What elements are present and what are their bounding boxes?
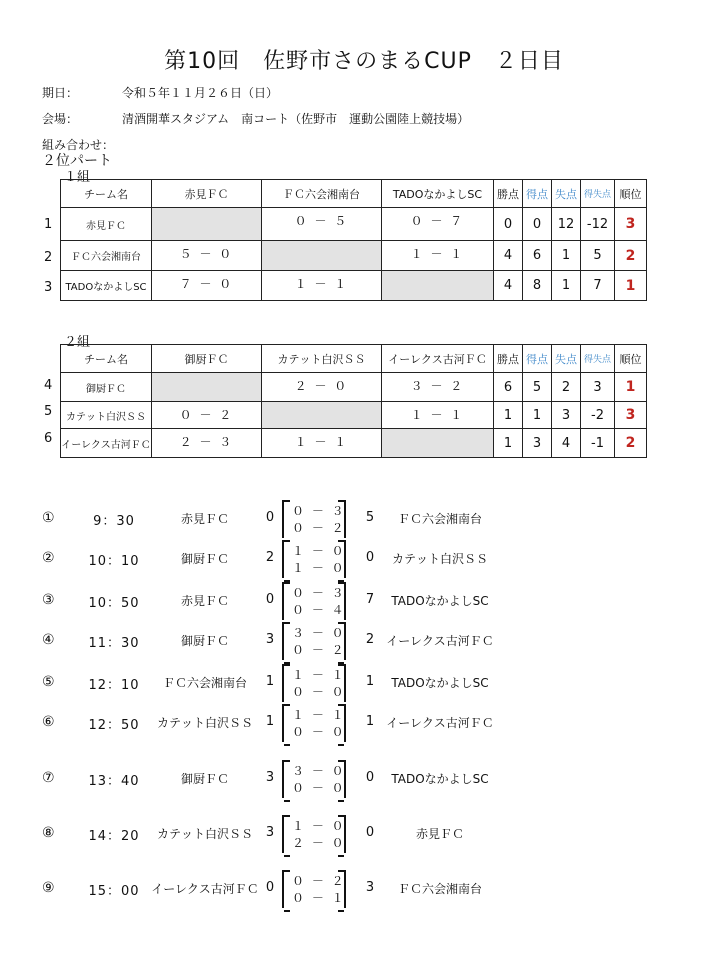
home-score: 1 (265, 714, 275, 729)
match-row (0, 704, 728, 744)
home-team: ＦＣ六会湘南台 (162, 676, 247, 690)
result-cell-self (262, 241, 382, 271)
group-1-table (60, 179, 647, 301)
home-team: イーレクス古河ＦＣ (151, 882, 259, 896)
second-half-score: ０ － ４ (292, 603, 346, 617)
first-half-score: ０ － ３ (292, 504, 346, 518)
away-team: イーレクス古河ＦＣ (386, 634, 494, 648)
home-score: 2 (265, 550, 275, 565)
combination-label: 組み合わせ： (42, 138, 115, 152)
second-half-score: ０ － ２ (292, 521, 346, 535)
group-1-label: １組 (64, 170, 91, 185)
first-half-score: １ － ０ (292, 819, 346, 833)
header-points: 勝点 (494, 345, 523, 373)
home-team: カテット白沢ＳＳ (156, 827, 253, 841)
away-team: TADOなかよしSC (391, 594, 489, 608)
table-row (61, 241, 647, 271)
goal-difference: -2 (581, 402, 615, 429)
result-cell: ５ － ０ (152, 241, 262, 271)
home-score: 0 (265, 510, 275, 525)
second-half-score: ２ － ０ (292, 836, 346, 850)
goals-against: 4 (552, 429, 581, 458)
away-score: 1 (365, 674, 375, 689)
goal-difference: 3 (581, 373, 615, 402)
match-number: ⑤ (42, 674, 55, 690)
table-header-row (61, 345, 647, 373)
match-row (0, 540, 728, 580)
part-label: ２位パート (42, 153, 112, 169)
date-label: 期日： (42, 86, 79, 100)
row-number: 3 (44, 280, 53, 295)
goals-for: 1 (523, 402, 552, 429)
header-goals-for: 得点 (523, 180, 552, 208)
result-cell: １ － １ (262, 271, 382, 301)
result-cell: ０ － ５ (262, 208, 382, 241)
goal-difference: -1 (581, 429, 615, 458)
team-name: 赤見ＦＣ (61, 208, 152, 241)
result-cell: １ － １ (382, 402, 494, 429)
match-number: ③ (42, 592, 55, 608)
points: 1 (494, 402, 523, 429)
result-cell-self (382, 429, 494, 458)
away-team: TADOなかよしSC (391, 676, 489, 690)
first-half-score: ０ － ３ (292, 586, 346, 600)
table-row (61, 373, 647, 402)
match-row (0, 870, 728, 910)
team-name: イーレクス古河ＦＣ (61, 429, 152, 458)
match-row (0, 815, 728, 855)
goals-against: 1 (552, 271, 581, 301)
result-cell: ０ － ７ (382, 208, 494, 241)
header-rank: 順位 (615, 345, 647, 373)
match-number: ⑦ (42, 770, 55, 786)
second-half-score: ０ － ２ (292, 643, 346, 657)
table-row (61, 271, 647, 301)
match-time: 9：30 (93, 514, 135, 529)
match-row (0, 664, 728, 704)
result-cell-self (152, 208, 262, 241)
rank: 3 (615, 208, 647, 241)
header-rank: 順位 (615, 180, 647, 208)
rank: 2 (615, 429, 647, 458)
points: 4 (494, 241, 523, 271)
header-goals-for: 得点 (523, 345, 552, 373)
team-name: 御厨ＦＣ (61, 373, 152, 402)
match-row (0, 500, 728, 540)
away-team: 赤見ＦＣ (415, 827, 464, 841)
match-number: ⑧ (42, 825, 55, 841)
away-score: 0 (365, 550, 375, 565)
goals-for: 5 (523, 373, 552, 402)
header-goal-difference: 得失点 (581, 180, 615, 208)
result-cell-self (262, 402, 382, 429)
header-opponent: TADOなかよしSC (382, 180, 494, 208)
table-row (61, 208, 647, 241)
away-score: 2 (365, 632, 375, 647)
result-cell-self (152, 373, 262, 402)
header-points: 勝点 (494, 180, 523, 208)
row-number: 1 (44, 217, 53, 232)
away-score: 0 (365, 770, 375, 785)
result-cell: ３ － ２ (382, 373, 494, 402)
match-row (0, 582, 728, 622)
points: 1 (494, 429, 523, 458)
header-opponent: 赤見ＦＣ (152, 180, 262, 208)
match-row (0, 760, 728, 800)
away-team: カテット白沢ＳＳ (391, 552, 488, 566)
match-number: ④ (42, 632, 55, 648)
home-team: 赤見ＦＣ (180, 594, 229, 608)
goal-difference: -12 (581, 208, 615, 241)
points: 4 (494, 271, 523, 301)
rank: 1 (615, 373, 647, 402)
home-score: 3 (265, 632, 275, 647)
match-time: 11：30 (88, 636, 140, 651)
goal-difference: 5 (581, 241, 615, 271)
goals-for: 0 (523, 208, 552, 241)
second-half-score: ０ － ０ (292, 725, 346, 739)
home-team: 赤見ＦＣ (180, 512, 229, 526)
home-team: カテット白沢ＳＳ (156, 716, 253, 730)
result-cell-self (382, 271, 494, 301)
match-number: ⑨ (42, 880, 55, 896)
second-half-score: ０ － ０ (292, 685, 346, 699)
goals-for: 3 (523, 429, 552, 458)
group-2-table (60, 344, 647, 458)
goals-against: 1 (552, 241, 581, 271)
first-half-score: １ － ０ (292, 544, 346, 558)
home-score: 3 (265, 825, 275, 840)
header-opponent: 御厨ＦＣ (152, 345, 262, 373)
away-team: TADOなかよしSC (391, 772, 489, 786)
table-row (61, 429, 647, 458)
away-score: 3 (365, 880, 375, 895)
away-score: 7 (365, 592, 375, 607)
second-half-score: １ － ０ (292, 561, 346, 575)
away-team: イーレクス古河ＦＣ (386, 716, 494, 730)
away-team: ＦＣ六会湘南台 (397, 882, 482, 896)
home-team: 御厨ＦＣ (180, 772, 229, 786)
header-goals-against: 失点 (552, 345, 581, 373)
team-name: カテット白沢ＳＳ (61, 402, 152, 429)
match-row (0, 622, 728, 662)
goals-against: 2 (552, 373, 581, 402)
page-title: 第10回 佐野市さのまるCUP ２日目 (164, 49, 564, 74)
match-number: ① (42, 510, 55, 526)
points: 0 (494, 208, 523, 241)
match-number: ⑥ (42, 714, 55, 730)
header-team: チーム名 (61, 345, 152, 373)
home-score: 0 (265, 880, 275, 895)
header-team: チーム名 (61, 180, 152, 208)
first-half-score: ３ － ０ (292, 626, 346, 640)
match-time: 12：50 (88, 718, 140, 733)
result-cell: ７ － ０ (152, 271, 262, 301)
first-half-score: １ － １ (292, 708, 346, 722)
result-cell: ２ － ０ (262, 373, 382, 402)
venue-value: 清酒開華スタジアム 南コート（佐野市 運動公園陸上競技場） (122, 112, 470, 126)
row-number: 5 (44, 404, 53, 419)
away-team: ＦＣ六会湘南台 (397, 512, 482, 526)
first-half-score: １ － １ (292, 668, 346, 682)
away-score: 5 (365, 510, 375, 525)
result-cell: ０ － ２ (152, 402, 262, 429)
rank: 3 (615, 402, 647, 429)
away-score: 1 (365, 714, 375, 729)
match-number: ② (42, 550, 55, 566)
date-value: 令和５年１１月２６日（日） (122, 86, 279, 100)
result-cell: １ － １ (382, 241, 494, 271)
venue-label: 会場： (42, 112, 79, 126)
match-time: 13：40 (88, 774, 140, 789)
match-time: 15：00 (88, 884, 140, 899)
home-team: 御厨ＦＣ (180, 552, 229, 566)
first-half-score: ３ － ０ (292, 764, 346, 778)
goal-difference: 7 (581, 271, 615, 301)
goals-for: 6 (523, 241, 552, 271)
group-2-label: ２組 (64, 335, 91, 350)
result-cell: １ － １ (262, 429, 382, 458)
away-score: 0 (365, 825, 375, 840)
home-score: 1 (265, 674, 275, 689)
table-header-row (61, 180, 647, 208)
points: 6 (494, 373, 523, 402)
header-opponent: ＦＣ六会湘南台 (262, 180, 382, 208)
header-opponent: カテット白沢ＳＳ (262, 345, 382, 373)
team-name: ＦＣ六会湘南台 (61, 241, 152, 271)
match-time: 10：10 (88, 554, 140, 569)
rank: 2 (615, 241, 647, 271)
row-number: 6 (44, 431, 53, 446)
home-score: 0 (265, 592, 275, 607)
goals-for: 8 (523, 271, 552, 301)
second-half-score: ０ － １ (292, 891, 346, 905)
header-goals-against: 失点 (552, 180, 581, 208)
match-time: 14：20 (88, 829, 140, 844)
rank: 1 (615, 271, 647, 301)
home-team: 御厨ＦＣ (180, 634, 229, 648)
header-goal-difference: 得失点 (581, 345, 615, 373)
first-half-score: ０ － ２ (292, 874, 346, 888)
match-time: 12：10 (88, 678, 140, 693)
result-cell: ２ － ３ (152, 429, 262, 458)
goals-against: 3 (552, 402, 581, 429)
second-half-score: ０ － ０ (292, 781, 346, 795)
team-name: TADOなかよしSC (61, 271, 152, 301)
table-row (61, 402, 647, 429)
row-number: 2 (44, 250, 53, 265)
header-opponent: イーレクス古河ＦＣ (382, 345, 494, 373)
row-number: 4 (44, 378, 53, 393)
match-time: 10：50 (88, 596, 140, 611)
goals-against: 12 (552, 208, 581, 241)
home-score: 3 (265, 770, 275, 785)
